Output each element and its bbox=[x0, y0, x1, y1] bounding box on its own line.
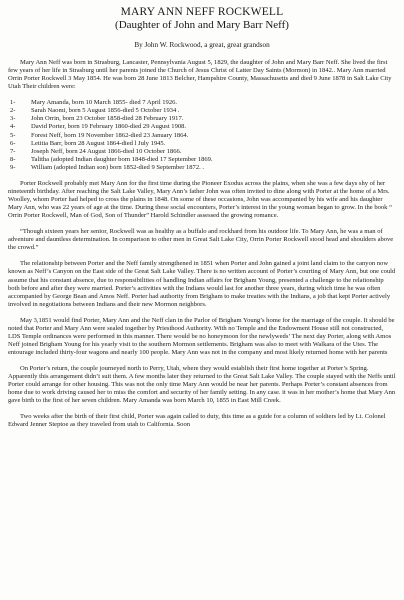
list-item-text: Joseph Neff, born 24 August 1866-died 10 October 1866. bbox=[31, 147, 182, 155]
intro-paragraph: Mary Ann Neff was born in Strasburg, Lancaster, Pennsylvania August 5, 1829, the daughter of John and Mary Barr Neff. She lived the first few years of her life in Strasburg until her parents joined the Church of Jesus Christ of Latter Day Saints (Mormon) in 1842.. Mary Ann married Orrin Porter Rockwell 3 May 1854. He was born 28 June 1813 Belcher, Hampshire County, Massachusetts and died 9 June 1878 in Salt Lake City Utah Their children were: bbox=[8, 59, 392, 91]
list-item-text: Mary Amanda, born 10 March 1855- died 7 April 1926. bbox=[31, 99, 178, 107]
body-paragraph-meeting: Porter Rockwell probably met Mary Ann for the first time during the Pioneer Exodus across the plains, when she was a few days shy of her nineteenth birthday. After reaching the Salt Lake Valley, Mary Ann’s father John was often invited to dine along with Porter at the home of a Mrs. Woolley, whom Porter had helped to cross the plains in 1848. On some of these occasions, John was accompanied by his wife and his daughter Mary Ann, who was 22 years of age at the time. During these social encounters, Porter’s interest in the young woman began to grow. In the book “ Orrin Porter Rockwell, Man of God, Son of Thunder” Harold Schindler assessed the growing romance. bbox=[8, 180, 392, 220]
list-item-number: 8- bbox=[10, 155, 16, 163]
list-item-text: David Porter, born 19 February 1860-died 29 August 1908. bbox=[31, 123, 187, 131]
list-item bbox=[10, 99, 396, 107]
list-item-text: Sarah Naomi, born 5 August 1856-died 5 October 1934 . bbox=[31, 107, 180, 115]
list-item bbox=[10, 107, 396, 115]
children-list bbox=[10, 99, 396, 172]
list-item bbox=[10, 156, 396, 164]
list-item-number: 3- bbox=[10, 115, 16, 123]
author-byline: By John W. Rockwood, a great, great grandson bbox=[134, 41, 270, 49]
body-paragraph-quote: “Though sixteen years her senior, Rockwell was as healthy as a buffalo and rockhard from his outdoor life. To Mary Ann, he was a man of adventure and dauntless determination. In comparison to other men in Great Salt Lake City, Orrin Porter Rockwell stood head and shoulders above the crowd.” bbox=[8, 228, 394, 252]
list-item-number: 5- bbox=[10, 131, 16, 139]
list-item-number: 9- bbox=[10, 163, 16, 171]
body-paragraph-relationship: The relationship between Porter and the Neff family strengthened in 1851 when Porter and John gained a joint land claim to the canyon now known as Neff’s Canyon on the East side of the Great Salt Lake Valley. There is no written account of Porter’s courting of Mary Ann, but one could assume that his constant absence, due to responsibilities of handling Indian affairs for Brigham Young, presented a challenge to the relationship both before and after they were married. Porter’s activities with the Indians would last for another three years, during which time he was often accompanied by George Bean and Amos Neff. Porter had authority from Brigham to make treaties with the Indians, a job that kept Porter actively involved in negotiations between Indians and their new Mormon neighbors. bbox=[8, 260, 396, 308]
list-item bbox=[10, 140, 396, 148]
list-item-number: 7- bbox=[10, 147, 16, 155]
list-item-text: Letitia Barr, born 28 August 1864-died l July 1945. bbox=[31, 139, 166, 147]
list-item-text: Talitha (adopted Indian daughter born 1848-died 17 September 1869. bbox=[31, 155, 213, 163]
list-item-text: John Orrin, born 23 October 1858-died 28 February 1917. bbox=[31, 115, 184, 123]
list-item bbox=[10, 164, 396, 172]
list-item bbox=[10, 148, 396, 156]
body-paragraph-marriage: May 3,1851 would find Porter, Mary Ann and the Neff clan in the Parlor of Brigham Young’s home for the marriage of the couple. It should be noted that Porter and Mary Ann were sealed together by Priesthood Authority. With no Temple and the Endowment House still not constructed, LDS Temple ordinances were performed in this manner. There would be no honeymoon for the newlyweds’ The next day Porter, along with Amos Neff joined Brigham Young for his yearly visit to the southern Mormon settlements. Brigham was also to meet with Walkara of the Utes. The entourage included thirty-four wagons and nearly 100 people. Mary Ann was not in the company and most likely returned home with her parents bbox=[8, 316, 395, 356]
document-title: MARY ANN NEFF ROCKWELL bbox=[120, 6, 284, 18]
list-item-text: William (adopted Indian son) born 1852-died 9 September 1872. . bbox=[31, 163, 205, 171]
list-item bbox=[10, 132, 396, 140]
body-paragraph-first-home: On Porter’s return, the couple journeyed north to Perry, Utah, where they would establish their first home together at Porter’s Spring. Apparently this arrangement didn’t suit them. A few months later they returned to the Great Salt Lake Valley. The couple stayed with the Neffs until Porter could arrange for other housing. This was not the only time Mary Ann would be near her parents. Perhaps Porter’s constant absences from home due to work driving caused her to miss the comfort and security of her family setting. In any case. it was in her mother’s home that Mary Ann gave birth to the first of her seven children. Mary Amanda was born March 10, 1855 in East Mill Creek. bbox=[8, 364, 396, 405]
list-item-number: 1- bbox=[10, 99, 16, 107]
list-item-number: 6- bbox=[10, 139, 16, 147]
list-item-number: 2- bbox=[10, 107, 16, 115]
body-paragraph-duty: Two weeks after the birth of their first child, Porter was again called to duty, this time as a guide for a column of soldiers led by Lt. Colonel Edward Jenner Steptoe as they traveled from utah to California. Soon bbox=[8, 413, 386, 429]
list-item bbox=[10, 115, 396, 123]
list-item-number: 4- bbox=[10, 123, 16, 131]
document-subtitle: (Daughter of John and Mary Barr Neff) bbox=[115, 19, 289, 31]
list-item bbox=[10, 123, 396, 131]
list-item-text: Forest Neff, born 19 November 1862-died 23 January 1864. bbox=[31, 131, 189, 139]
